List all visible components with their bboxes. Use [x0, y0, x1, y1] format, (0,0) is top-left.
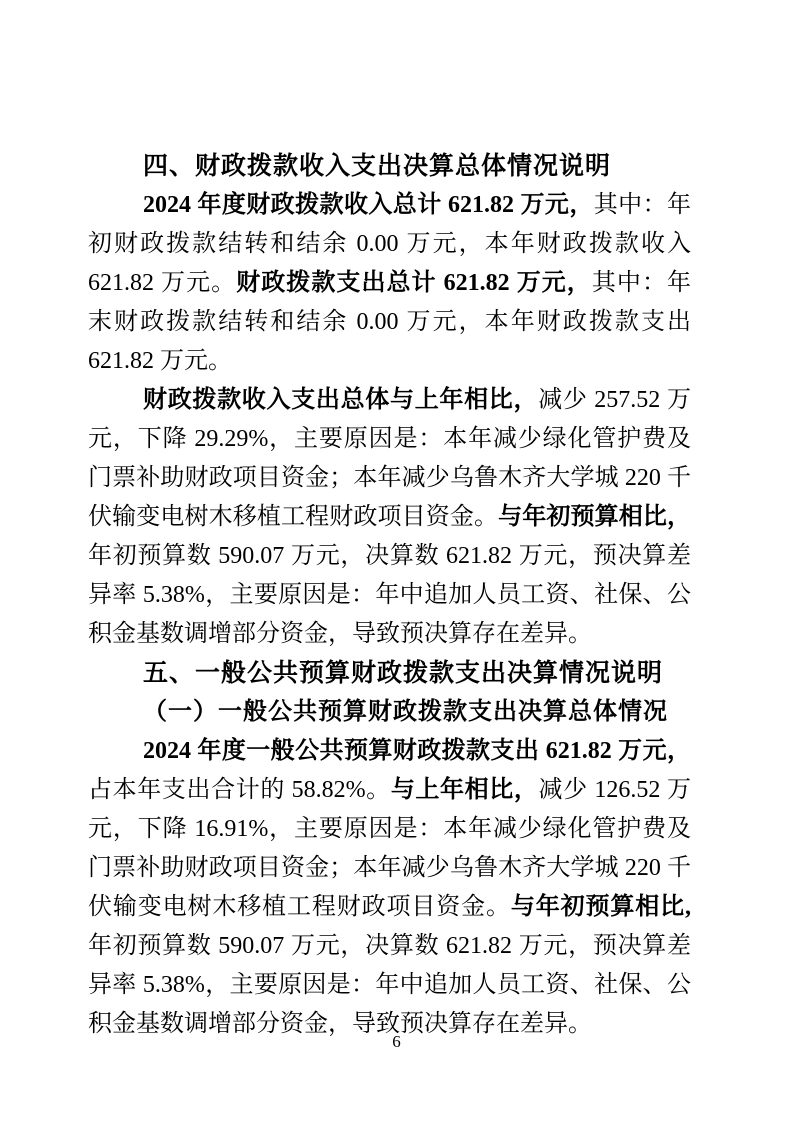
section-heading-4: 四、财政拨款收入支出决算总体情况说明	[143, 152, 612, 180]
paragraph-year-over-year-comparison	[88, 381, 691, 654]
document-body	[88, 147, 691, 1044]
text-run-expenditure-detail: 其中：年末财政拨款结转和结余 0.00 万元，本年财政拨款支出 621.82 万元。	[88, 270, 692, 374]
paragraph-general-public-budget-expenditure	[88, 732, 691, 1044]
bold-run-gpb-vs-initial-budget: 与年初预算相比,	[510, 894, 691, 920]
text-run-share-of-total: 占本年支出合计的 58.82%。	[88, 777, 391, 803]
bold-run-income-total: 2024 年度财政拨款收入总计 621.82 万元，	[143, 192, 594, 218]
bold-run-gpb-vs-last-year: 与上年相比，	[390, 777, 539, 803]
bold-run-gpb-expenditure-total: 2024 年度一般公共预算财政拨款支出 621.82 万元，	[143, 738, 691, 764]
text-run-income-detail: 其中：年初财政拨款结转和结余 0.00 万元，本年财政拨款收入 621.82 万元。	[88, 192, 692, 296]
page-number: 6	[392, 1032, 401, 1051]
section-heading-5: 五、一般公共预算财政拨款支出决算情况说明	[143, 659, 664, 687]
bold-run-expenditure-total: 财政拨款支出总计 621.82 万元，	[236, 270, 592, 296]
bold-run-vs-last-year: 财政拨款收入支出总体与上年相比，	[143, 387, 539, 413]
bold-run-vs-initial-budget: 与年初预算相比，	[498, 504, 691, 530]
subsection-heading-5-1: （一）一般公共预算财政拨款支出决算总体情况	[143, 699, 668, 725]
text-run-decrease-reasons: 减少 257.52 万元，下降 29.29%，主要原因是：本年减少绿化管护费及门票补助财政项目资金；本年减少乌鲁木齐大学城 220 千伏输变电树木移植工程财政项目资金。	[88, 387, 692, 530]
text-run-gpb-budget-variance-detail: 年初预算数 590.07 万元，决算数 621.82 万元，预决算差异率 5.38%，主要原因是：年中追加人员工资、社保、公积金基数调增部分资金，导致预决算存在差异。	[88, 933, 691, 1037]
paragraph-fiscal-income-expenditure-totals	[88, 186, 691, 381]
text-run-gpb-decrease-reasons: 减少 126.52 万元，下降 16.91%，主要原因是：本年减少绿化管护费及门票补助财政项目资金；本年减少乌鲁木齐大学城 220 千伏输变电树木移植工程财政项目资金。	[88, 777, 692, 920]
text-run-budget-variance-detail: 年初预算数 590.07 万元，决算数 621.82 万元，预决算差异率 5.38%，主要原因是：年中追加人员工资、社保、公积金基数调增部分资金，导致预决算存在差异。	[88, 543, 691, 647]
